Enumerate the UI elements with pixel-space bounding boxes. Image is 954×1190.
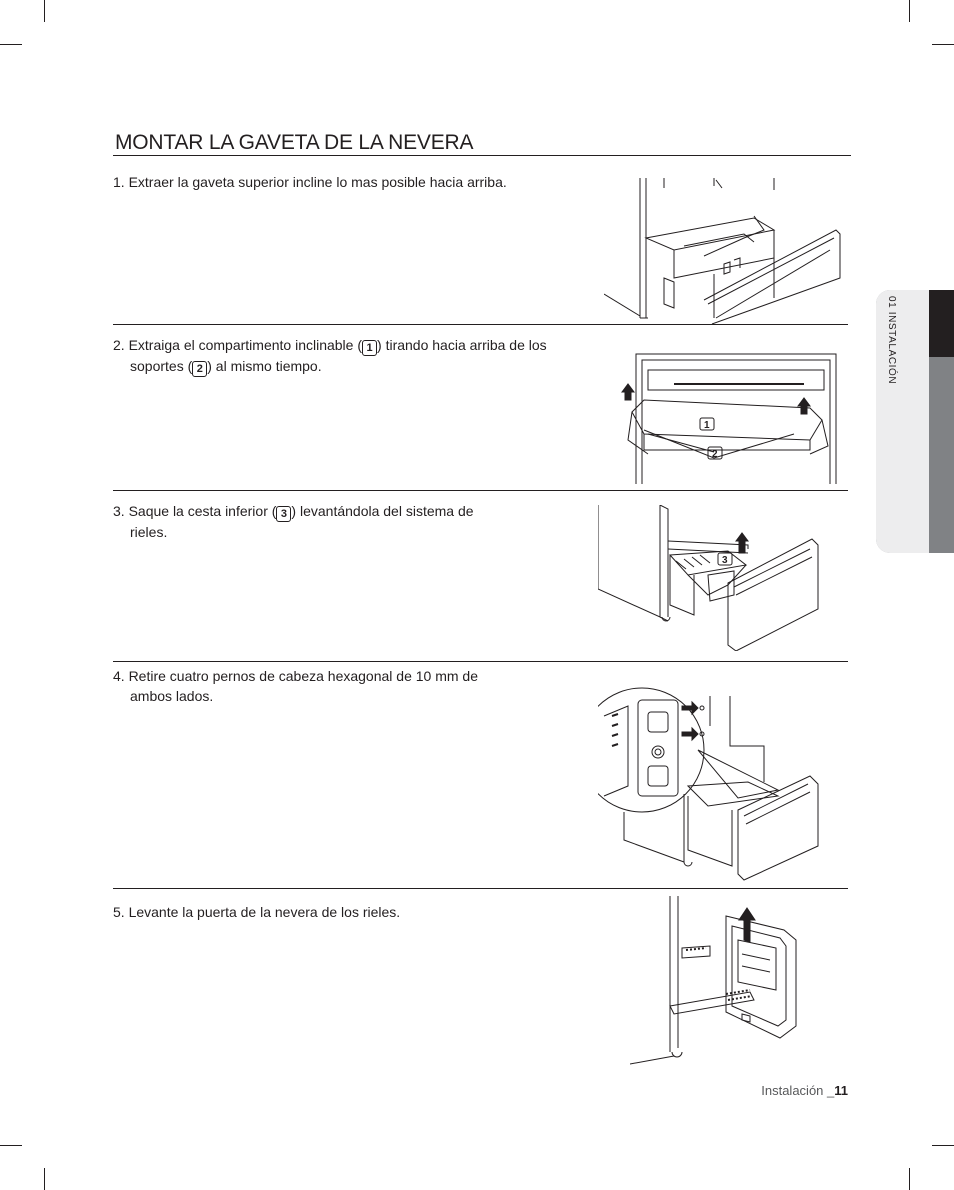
callout-1: 1	[704, 420, 710, 431]
separator	[113, 324, 848, 325]
title-rule	[113, 155, 851, 156]
section-tab-label: 01 INSTALACIÓN	[886, 296, 897, 385]
crop-mark	[909, 0, 910, 22]
callout-badge-1: 1	[362, 340, 377, 356]
separator	[113, 490, 848, 491]
page-footer	[761, 1083, 848, 1098]
illustration-step-4	[598, 686, 824, 882]
crop-mark	[44, 1168, 45, 1190]
step-3: 3. Saque la cesta inferior ( 3 ) levantándola del sistema de rieles.	[113, 503, 474, 540]
page-title: MONTAR LA GAVETA DE LA NEVERA	[115, 131, 474, 154]
illustration-step-1	[604, 178, 844, 324]
step-4: 4. Retire cuatro pernos de cabeza hexagonal de 10 mm de ambos lados.	[113, 668, 479, 704]
footer-section: Instalación _	[761, 1083, 835, 1098]
callout-3: 3	[722, 555, 728, 566]
crop-mark	[909, 1168, 910, 1190]
callout-2: 2	[712, 449, 718, 460]
step-5: 5. Levante la puerta de la nevera de los rieles.	[113, 904, 401, 920]
step-2: 2. Extraiga el compartimento inclinable ( 1 ) tirando hacia arriba de los soportes ( 2 ) al mismo tiempo.	[113, 337, 547, 375]
illustration-step-2	[614, 350, 840, 484]
crop-mark	[932, 1145, 954, 1146]
crop-mark	[932, 44, 954, 45]
separator	[113, 661, 848, 662]
crop-mark	[0, 1145, 22, 1146]
step-1	[113, 172, 507, 192]
callout-badge-2: 2	[192, 361, 207, 377]
callout-badge-3: 3	[276, 506, 291, 522]
crop-mark	[44, 0, 45, 22]
page-number: 11	[834, 1083, 848, 1098]
separator	[113, 888, 848, 889]
step-1-text: 1. Extraer la gaveta superior incline lo mas posible hacia arriba.	[113, 174, 507, 190]
illustration-step-5	[630, 896, 806, 1066]
crop-mark	[0, 44, 22, 45]
illustration-step-3	[598, 505, 820, 651]
